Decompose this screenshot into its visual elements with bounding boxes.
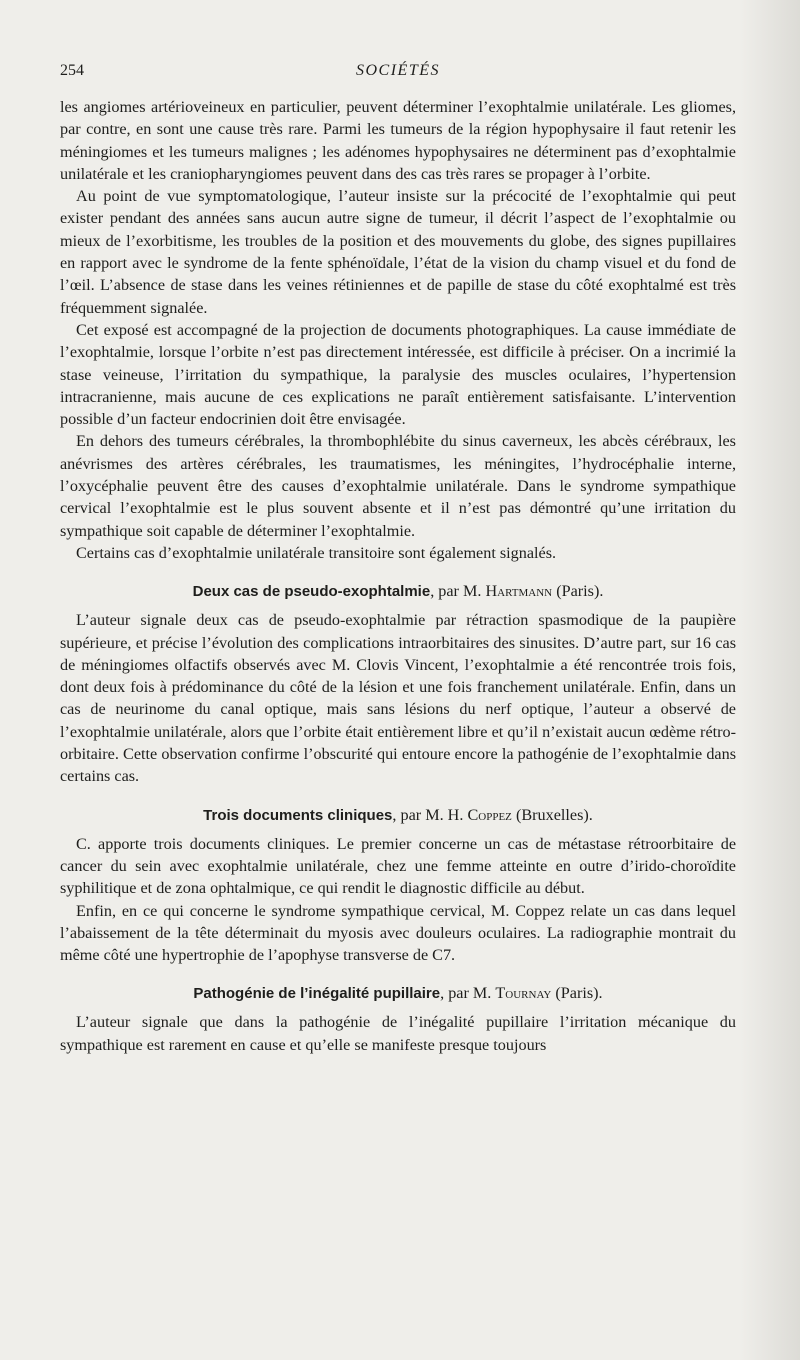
paragraph: Au point de vue symptomatologique, l’auteur insiste sur la précocité de l’exophtalmie qui peut exister pendant des années sans aucun autre signe de tumeur, il décrit l’aspect de l’exophtalmie ou mieux de l’exorbitisme, les troubles de la position et des mouvements du globe, des signes pupillaires en rapport avec le syndrome de la fente sphénoïdale, l’état de la vision du champ visuel et du fond de l’œil. L’absence de stase dans les veines rétiniennes et de papille de stase du côté exophtalmé est très fréquemment signalée.	[60, 187, 736, 317]
section-place: (Paris).	[552, 582, 604, 601]
page-header	[60, 62, 736, 86]
section-place: (Bruxelles).	[511, 805, 593, 824]
paragraph: L’auteur signale que dans la pathogénie de l’inégalité pupillaire l’irritation mécanique du sympathique est rarement en cause et qu’elle se manifeste presque toujours	[60, 1013, 736, 1054]
paragraph: les angiomes artérioveineux en particulier, peuvent déterminer l’exophtalmie unilatérale. Les gliomes, par contre, en sont une cause très rare. Parmi les tumeurs de la région hypophysaire il faut retenir les méningiomes et les tumeurs malignes ; les adénomes hypophysaires ne déterminent pas d’exophtalmie unilatérale et les craniopharyngiomes peuvent dans des cas très rares se propager à l’orbite.	[60, 98, 736, 183]
paragraph: En dehors des tumeurs cérébrales, la thrombophlébite du sinus caverneux, les abcès cérébraux, les anévrismes des artères cérébrales, les traumatismes, les méningites, l’hydrocéphalie interne, l’oxycéphalie peuvent être des causes d’exophtalmie unilatérale. Dans le syndrome sympathique cervical l’exophtalmie est le plus souvent absente et il n’est pas démontré qu’une irritation du sympathique soit capable de déterminer l’exophtalmie.	[60, 432, 736, 540]
paragraph: C. apporte trois documents cliniques. Le premier concerne un cas de métastase rétroorbitaire de cancer du sein avec exophtalmie unilatérale, chez une femme atteinte en outre d’irido-choroïdite syphilitique et de zona ophtalmique, ce qui rendit le diagnostic difficile au début.	[60, 834, 736, 898]
paragraph: Enfin, en ce qui concerne le syndrome sympathique cervical, M. Coppez relate un cas dans lequel l’abaissement de la tête déterminait du myosis avec douleurs oculaires. La radiographie montrait du même côté une hypertrophie de l’apophyse transverse de C7.	[60, 901, 736, 965]
paragraph: Certains cas d’exophtalmie unilatérale transitoire sont également signalés.	[76, 543, 557, 562]
section-author: Tournay	[495, 984, 552, 1003]
section-title: Pathogénie de l’inégalité pupillaire	[193, 985, 441, 1003]
page-number: 254	[60, 62, 84, 79]
section-byline: , par M.	[440, 984, 496, 1003]
section-author: Hartmann	[485, 582, 553, 601]
paragraph: L’auteur signale deux cas de pseudo-exophtalmie par rétraction spasmodique de la paupière supérieure, et précise l’évolution des complications intraorbitaires des sinusites. D’autre part, sur 16 cas de méningiomes olfactifs observés avec M. Clovis Vincent, l’exophtalmie a été rencontrée trois fois, dont deux fois à prédominance du côté de la lésion et une fois franchement unilatérale. Enfin, dans un cas de neurinome du canal optique, mais sans lésions du nerf optique, l’auteur a observé de l’exophtalmie unilatérale, alors que l’orbite était entièrement libre et qu’il n’existait aucun œdème rétro-orbitaire. Cette observation confirme l’obscurité qui entoure encore la pathogénie de l’exophtalmie dans certains cas.	[60, 611, 736, 786]
section-byline: , par M.	[430, 582, 486, 601]
section-heading	[60, 804, 736, 827]
paragraph: Cet exposé est accompagné de la projection de documents photographiques. La cause immédiate de l’exophtalmie, lorsque l’orbite n’est pas directement intéressée, est difficile à préciser. On a incrimié la stase veineuse, l’irritation du sympathique, la paralysie des muscles oculaires, l’hypertension intracranienne, mais aucune de ces explications ne paraît entièrement satisfaisante. L’intervention possible d’un facteur endocrinien doit être envisagée.	[60, 320, 736, 429]
page-edge-shadow	[740, 0, 800, 1360]
section-title: Trois documents cliniques	[203, 806, 393, 824]
section-byline: , par M. H.	[392, 805, 468, 824]
section-heading	[60, 982, 736, 1005]
section-place: (Paris).	[551, 984, 603, 1003]
section-author: Coppez	[467, 805, 512, 824]
section-heading	[60, 580, 736, 603]
section-title: Deux cas de pseudo-exophtalmie	[192, 583, 431, 601]
page-body	[60, 96, 736, 1056]
running-title: SOCIÉTÉS	[356, 62, 440, 79]
